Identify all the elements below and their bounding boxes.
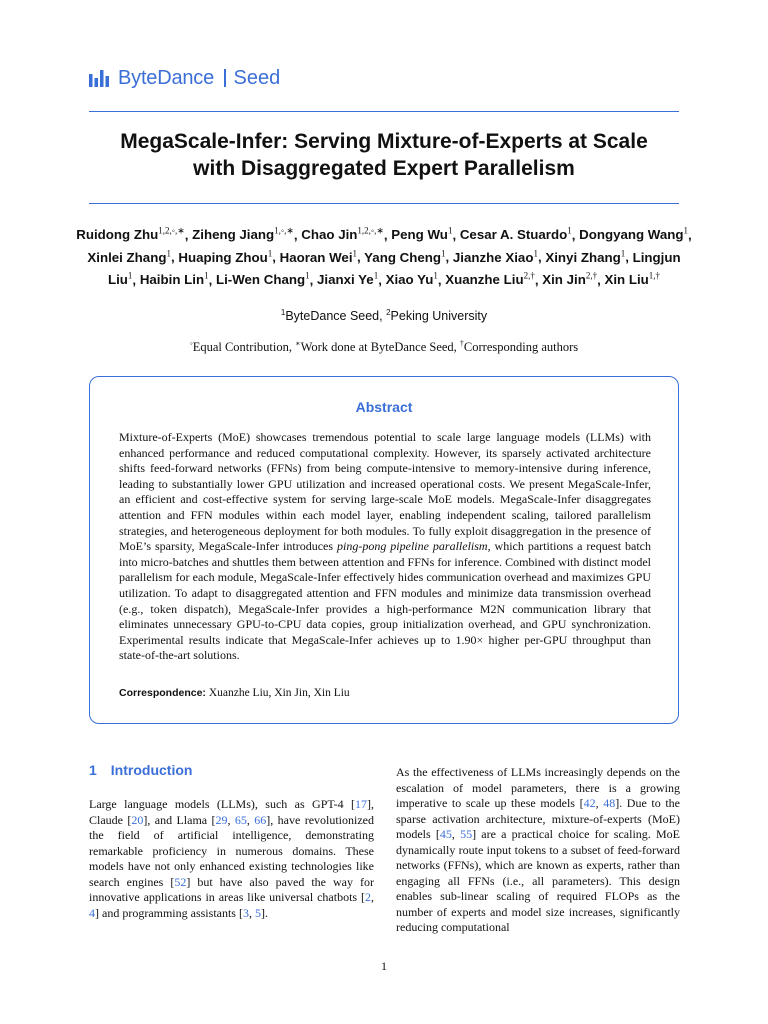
author-affiliation-mark: 1 bbox=[433, 270, 438, 281]
citation-link[interactable]: 48 bbox=[603, 796, 616, 810]
abstract-text bbox=[119, 430, 651, 664]
author-affiliation-mark: 1 bbox=[447, 226, 453, 236]
correspondence-label: Correspondence: bbox=[119, 687, 206, 699]
note-text: Equal Contribution bbox=[192, 340, 289, 355]
affiliation-name: ByteDance Seed bbox=[285, 309, 380, 324]
author-name: Li-Wen Chang bbox=[215, 272, 306, 288]
author-name: Yang Cheng bbox=[364, 249, 442, 265]
author-name: Xinlei Zhang bbox=[87, 249, 167, 265]
section-title-text: Introduction bbox=[110, 762, 193, 778]
author bbox=[579, 227, 688, 242]
author-affiliation-mark: 1 bbox=[127, 270, 133, 281]
author-affiliation-mark: 1,2,◦,∗ bbox=[357, 226, 384, 236]
note-text: Work done at ByteDance Seed bbox=[300, 340, 454, 355]
logo-divider bbox=[224, 69, 226, 87]
citation-link[interactable]: 65 bbox=[234, 812, 247, 827]
note-mark: ◦ bbox=[189, 339, 193, 348]
author-affiliation-mark: 1 bbox=[620, 248, 626, 259]
author bbox=[76, 227, 184, 242]
author bbox=[192, 227, 294, 242]
author bbox=[140, 272, 209, 287]
affiliation-mark: 2 bbox=[386, 308, 391, 317]
citation-link[interactable]: 2 bbox=[365, 890, 371, 904]
citation-link[interactable]: 3 bbox=[242, 905, 249, 920]
author-affiliation-mark: 1,† bbox=[648, 270, 661, 281]
abstract-text-part-1: Mixture-of-Experts (MoE) showcases tremendous potential to scale large language models (LLMs) with enhanced performance and reduced computational complexity. However, its sparsely activated architecture shifts feed-forward networks (FFNs) from being compute-intensive to memory-intensive during inference, leading to substantially lower GPU utilization and increased operational costs. We present MegaScale-Infer, an efficient and cost-effective system for serving large-scale MoE models. MegaScale-Infer disaggregates attention and FFN modules within each model layer, enabling independent scaling, tailored parallelism strategies, and heterogeneous deployment for both modules. To fully exploit disaggregation in the presence of MoE’s sparsity, MegaScale-Infer introduces bbox=[119, 430, 651, 554]
author bbox=[604, 272, 660, 287]
author bbox=[391, 227, 452, 242]
header-rule-bottom bbox=[89, 203, 679, 204]
citation-link[interactable]: 45 bbox=[439, 827, 452, 841]
author-affiliation-mark: 1 bbox=[441, 248, 446, 259]
note-text: Corresponding authors bbox=[463, 340, 579, 355]
author bbox=[453, 250, 538, 265]
correspondence-names: Xuanzhe Liu, Xin Jin, Xin Liu bbox=[208, 687, 350, 699]
bytedance-bars-icon bbox=[89, 68, 111, 88]
author-name: Ziheng Jiang bbox=[192, 227, 275, 243]
author bbox=[542, 272, 597, 287]
citation-link[interactable]: 55 bbox=[460, 827, 473, 841]
author-affiliation-mark: 2,† bbox=[523, 270, 535, 281]
author-name: Jianzhe Xiao bbox=[452, 249, 534, 265]
author bbox=[178, 250, 272, 265]
author bbox=[364, 250, 445, 265]
author-name: Ruidong Zhu bbox=[76, 227, 159, 243]
author bbox=[317, 272, 378, 287]
affiliation-name: Peking University bbox=[390, 309, 488, 324]
author-name: Haibin Lin bbox=[139, 272, 205, 288]
author-name: Lingjun Liu bbox=[107, 249, 681, 288]
paper-title-line-2: with Disaggregated Expert Parallelism bbox=[193, 157, 575, 180]
author bbox=[545, 250, 625, 265]
abstract-heading: Abstract bbox=[355, 399, 413, 415]
section-number: 1 bbox=[89, 762, 97, 778]
author-affiliation-mark: 1,◦,∗ bbox=[274, 226, 294, 236]
author-affiliation-mark: 1 bbox=[166, 248, 171, 259]
author-name: Xuanzhe Liu bbox=[445, 272, 524, 288]
paper-title-line-1: MegaScale-Infer: Serving Mixture-of-Experts at Scale bbox=[120, 130, 648, 153]
author-name: Cesar A. Stuardo bbox=[459, 227, 568, 243]
author-name: Xinyi Zhang bbox=[545, 249, 621, 265]
author-name: Haoran Wei bbox=[279, 249, 353, 265]
author-name: Xin Jin bbox=[542, 272, 586, 288]
citation-link[interactable]: 17 bbox=[355, 797, 367, 811]
author-affiliation-mark: 1 bbox=[533, 248, 538, 259]
page-number: 1 bbox=[381, 959, 387, 973]
affiliations: $^1$ByteDance Seed, $^2$Peking University bbox=[280, 308, 488, 324]
bytedance-seed-logo bbox=[89, 64, 280, 92]
citation-link[interactable]: 42 bbox=[583, 796, 596, 810]
author-list: Ruidong Zhu$^{1,2,◦,∗}$, Ziheng Jiang$^{1,◦,∗}$, Chao Jin$^{1,2,◦,∗}$, Peng Wu$^1$, Cesar A. Stuardo$^1$, Dongyang Wang$^1$, Xinlei Zhang$^1$, Huaping Zhou$^1$, Haoran Wei$^1$, Yang Cheng$^1$, Jianzhe Xiao$^1$, Xinyi Zhang$^1$, Lingjun Liu$^1$, Haibin Lin$^1$, Li-Wen Chang$^1$, Jianxi Ye$^1$, Xiao Yu$^1$, Xuanzhe Liu$^{2,\dagger}$, Xin Jin$^{2,\dagger}$, Xin Liu$^{1,\dagger}$ bbox=[76, 226, 692, 288]
author-affiliation-mark: 1 bbox=[567, 226, 572, 236]
section-heading-introduction bbox=[89, 762, 192, 778]
author bbox=[301, 227, 384, 242]
note-mark: † bbox=[459, 339, 464, 348]
author bbox=[87, 250, 171, 265]
author-affiliation-mark: 1,2,◦,∗ bbox=[158, 226, 185, 236]
author-name: Chao Jin bbox=[301, 227, 358, 243]
author-name: Dongyang Wang bbox=[579, 227, 684, 243]
author-notes: ◦Equal Contribution, ∗Work done at ByteDance Seed, †Corresponding authors bbox=[189, 339, 579, 355]
abstract-text-part-2: , which partitions a request batch into micro-batches and shuttles them between attention and FFNs for inference. Combined with distinct model parallelism for each module, MegaScale-Infer effectively hides communication overhead and maximizes GPU utilization. To adapt to disaggregated attention and FFN modules and minimize data transmission overhead (e.g., token dispatch), MegaScale-Infer provides a high-performance M2N communication library that eliminates unnecessary GPU-to-CPU data copies, group initialization overhead, and GPU synchronization. Experimental results indicate that MegaScale-Infer achieves up to 1.90× higher per-GPU throughput than state-of-the-art solutions. bbox=[119, 539, 651, 663]
author bbox=[216, 272, 310, 287]
author bbox=[460, 227, 572, 242]
citation-link[interactable]: 20 bbox=[131, 812, 144, 827]
intro-right-column: As the effectiveness of LLMs increasingly depends on the escalation of model parameters, there is a growing imperative to scale up these models [42, 48]. Due to the sparse activation architecture, mixture-of-experts (MoE) models [45, 55] are a practical choice for scaling. MoE dynamically route input tokens to a subset of feed-forward networks (FFNs), which are known as experts, rather than engaging all FFNs (i.e., all parameters). This design enables sub-linear scaling of required FLOPs as the number of experts and model size increases, significantly reducing computational bbox=[396, 765, 681, 934]
brand-name: ByteDance bbox=[118, 66, 215, 89]
abstract-italic-term: ping-pong pipeline parallelism bbox=[337, 539, 488, 554]
author-name: Huaping Zhou bbox=[178, 249, 268, 265]
author-name: Xiao Yu bbox=[385, 272, 434, 288]
author-affiliation-mark: 1 bbox=[683, 226, 689, 236]
author bbox=[445, 272, 535, 287]
product-name: Seed bbox=[233, 66, 281, 89]
author-affiliation-mark: 1 bbox=[352, 248, 358, 259]
correspondence bbox=[119, 687, 350, 699]
citation-link[interactable]: 29 bbox=[215, 812, 228, 827]
citation-link[interactable]: 4 bbox=[89, 905, 95, 920]
affiliation-mark: 1 bbox=[280, 308, 286, 317]
citation-link[interactable]: 66 bbox=[254, 812, 267, 827]
author-affiliation-mark: 1 bbox=[373, 270, 379, 281]
author-name: Jianxi Ye bbox=[317, 272, 374, 288]
author-affiliation-mark: 1 bbox=[305, 270, 310, 281]
author bbox=[280, 250, 357, 265]
note-mark: ∗ bbox=[295, 339, 301, 348]
author bbox=[386, 272, 438, 287]
intro-left-column: Large language models (LLMs), such as GPT-4 [17], Claude [20], and Llama [29, 65, 66], have revolutionized the field of artificial intelligence, demonstrating remarkable proficiency in numerous domains. These models have not only enhanced existing technologies like search engines [52] but have also paved the way for innovative applications in areas like universal chatbots [2, 4] and programming assistants [3, 5]. bbox=[89, 797, 375, 920]
author-affiliation-mark: 1 bbox=[267, 248, 273, 259]
abstract-box bbox=[89, 376, 679, 724]
author-name: Xin Liu bbox=[604, 272, 649, 288]
citation-link[interactable]: 5 bbox=[254, 905, 261, 920]
citation-link[interactable]: 52 bbox=[174, 874, 187, 889]
header-rule-top bbox=[89, 111, 679, 112]
author-name: Peng Wu bbox=[391, 227, 448, 243]
paper-title bbox=[60, 128, 708, 182]
author-affiliation-mark: 1 bbox=[204, 270, 209, 281]
author-affiliation-mark: 2,† bbox=[585, 270, 598, 281]
